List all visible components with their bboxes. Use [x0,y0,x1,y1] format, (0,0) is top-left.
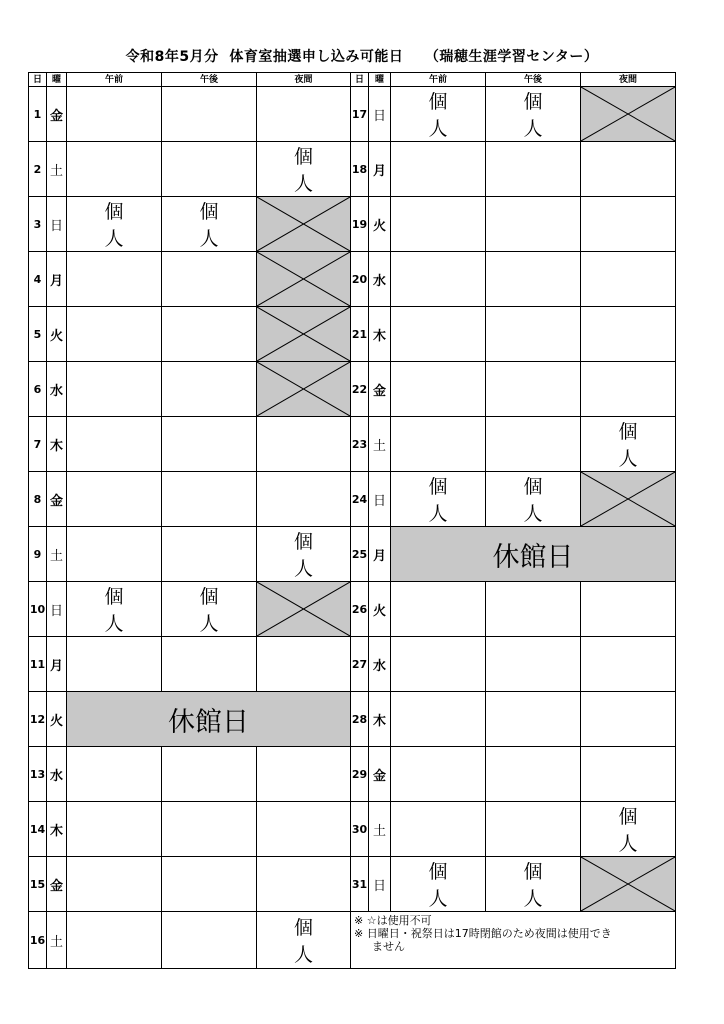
weekday: 木 [369,692,391,747]
day-number: 14 [29,802,47,857]
weekday: 金 [369,747,391,802]
empty-slot-cell [67,857,162,912]
unavailable-slot-cell [257,197,351,252]
table-row [29,142,676,197]
empty-slot-cell [391,417,486,472]
table-row [29,362,676,417]
empty-slot-cell [67,142,162,197]
cross-mark-icon [581,472,675,526]
note-line: ※ 日曜日・祝祭日は17時閉館のため夜間は使用でき [354,927,612,940]
empty-slot-cell [581,582,676,637]
empty-slot-cell [257,87,351,142]
page-title: 令和8年5月分 体育室抽選申し込み可能日 （瑞穂生涯学習センター） [125,49,599,65]
day-number: 2 [29,142,47,197]
notes-cell [351,912,676,969]
empty-slot-cell [257,747,351,802]
day-number: 20 [351,252,369,307]
empty-slot-cell [162,252,257,307]
empty-slot-cell [391,252,486,307]
empty-slot-cell [486,747,581,802]
empty-slot-cell [391,142,486,197]
header-afternoon-left: 午後 [162,73,257,87]
empty-slot-cell [162,912,257,969]
empty-slot-cell [67,307,162,362]
note-line: ません [372,940,405,953]
cross-mark-icon [581,857,675,911]
table-row [29,912,676,969]
empty-slot-cell [67,87,162,142]
empty-slot-cell [581,692,676,747]
empty-slot-cell [257,417,351,472]
day-number: 24 [351,472,369,527]
header-day-right: 日 [351,73,369,87]
weekday: 月 [369,527,391,582]
individual-slot-cell: 個 人 [391,472,486,527]
empty-slot-cell [257,472,351,527]
day-number: 12 [29,692,47,747]
empty-slot-cell [391,362,486,417]
empty-slot-cell [581,142,676,197]
weekday: 月 [369,142,391,197]
empty-slot-cell [67,527,162,582]
day-number: 8 [29,472,47,527]
unavailable-slot-cell [581,472,676,527]
empty-slot-cell [162,637,257,692]
header-night-left: 夜間 [257,73,351,87]
empty-slot-cell [162,87,257,142]
weekday: 金 [369,362,391,417]
weekday: 木 [47,802,67,857]
individual-slot-cell: 個 人 [67,197,162,252]
empty-slot-cell [257,802,351,857]
day-number: 3 [29,197,47,252]
cross-mark-icon [257,582,350,636]
day-number: 5 [29,307,47,362]
weekday: 月 [47,637,67,692]
individual-slot-cell: 個 人 [486,87,581,142]
weekday: 日 [369,87,391,142]
unavailable-slot-cell [581,857,676,912]
cross-mark-icon [257,197,350,251]
weekday: 土 [47,912,67,969]
empty-slot-cell [486,802,581,857]
day-number: 15 [29,857,47,912]
empty-slot-cell [486,582,581,637]
empty-slot-cell [257,637,351,692]
empty-slot-cell [162,802,257,857]
weekday: 土 [369,417,391,472]
empty-slot-cell [486,252,581,307]
empty-slot-cell [162,857,257,912]
day-number: 26 [351,582,369,637]
empty-slot-cell [391,692,486,747]
closed-day-cell: 休館日 [391,527,676,582]
weekday: 木 [369,307,391,362]
weekday: 水 [47,362,67,417]
empty-slot-cell [486,307,581,362]
day-number: 1 [29,87,47,142]
day-number: 25 [351,527,369,582]
weekday: 水 [47,747,67,802]
empty-slot-cell [486,417,581,472]
individual-slot-cell: 個 人 [391,857,486,912]
empty-slot-cell [67,637,162,692]
empty-slot-cell [581,637,676,692]
weekday: 金 [47,857,67,912]
empty-slot-cell [581,307,676,362]
table-row [29,417,676,472]
day-number: 29 [351,747,369,802]
individual-slot-cell: 個 人 [162,582,257,637]
schedule-table [28,72,676,969]
header-afternoon-right: 午後 [486,73,581,87]
empty-slot-cell [581,747,676,802]
unavailable-slot-cell [257,362,351,417]
unavailable-slot-cell [257,252,351,307]
day-number: 6 [29,362,47,417]
note-line: ※ ☆は使用不可 [354,914,432,927]
weekday: 火 [47,692,67,747]
empty-slot-cell [391,802,486,857]
table-row [29,472,676,527]
header-morning-right: 午前 [391,73,486,87]
empty-slot-cell [67,747,162,802]
table-row [29,197,676,252]
day-number: 4 [29,252,47,307]
unavailable-slot-cell [581,87,676,142]
weekday: 火 [369,197,391,252]
weekday: 土 [47,527,67,582]
weekday: 日 [47,582,67,637]
weekday: 金 [47,472,67,527]
day-number: 16 [29,912,47,969]
table-row [29,582,676,637]
day-number: 23 [351,417,369,472]
table-row [29,252,676,307]
table-row [29,692,676,747]
individual-slot-cell: 個 人 [581,802,676,857]
empty-slot-cell [67,472,162,527]
empty-slot-cell [581,197,676,252]
weekday: 火 [369,582,391,637]
header-night-right: 夜間 [581,73,676,87]
empty-slot-cell [257,857,351,912]
weekday: 金 [47,87,67,142]
day-number: 13 [29,747,47,802]
table-row [29,857,676,912]
individual-slot-cell: 個 人 [581,417,676,472]
header-day-left: 日 [29,73,47,87]
empty-slot-cell [67,362,162,417]
weekday: 月 [47,252,67,307]
individual-slot-cell: 個 人 [486,472,581,527]
table-row [29,747,676,802]
day-number: 7 [29,417,47,472]
unavailable-slot-cell [257,307,351,362]
closed-day-cell: 休館日 [67,692,351,747]
empty-slot-cell [67,252,162,307]
empty-slot-cell [391,197,486,252]
empty-slot-cell [162,417,257,472]
day-number: 30 [351,802,369,857]
cross-mark-icon [257,362,350,416]
table-row [29,87,676,142]
day-number: 11 [29,637,47,692]
cross-mark-icon [257,307,350,361]
header-weekday-right: 曜 [369,73,391,87]
empty-slot-cell [162,472,257,527]
table-row [29,307,676,362]
empty-slot-cell [486,142,581,197]
header-morning-left: 午前 [67,73,162,87]
day-number: 18 [351,142,369,197]
day-number: 28 [351,692,369,747]
individual-slot-cell: 個 人 [391,87,486,142]
empty-slot-cell [67,417,162,472]
individual-slot-cell: 個 人 [257,527,351,582]
day-number: 22 [351,362,369,417]
cross-mark-icon [581,87,675,141]
day-number: 31 [351,857,369,912]
individual-slot-cell: 個 人 [67,582,162,637]
unavailable-slot-cell [257,582,351,637]
schedule-body [29,87,676,969]
empty-slot-cell [486,362,581,417]
individual-slot-cell: 個 人 [257,912,351,969]
empty-slot-cell [162,362,257,417]
weekday: 木 [47,417,67,472]
empty-slot-cell [486,637,581,692]
empty-slot-cell [581,362,676,417]
weekday: 水 [369,252,391,307]
table-row [29,637,676,692]
cross-mark-icon [257,252,350,306]
weekday: 日 [369,857,391,912]
empty-slot-cell [162,527,257,582]
individual-slot-cell: 個 人 [257,142,351,197]
empty-slot-cell [391,747,486,802]
individual-slot-cell: 個 人 [162,197,257,252]
empty-slot-cell [162,747,257,802]
empty-slot-cell [391,307,486,362]
weekday: 土 [369,802,391,857]
weekday: 土 [47,142,67,197]
day-number: 17 [351,87,369,142]
day-number: 9 [29,527,47,582]
weekday: 日 [369,472,391,527]
weekday: 水 [369,637,391,692]
empty-slot-cell [581,252,676,307]
header-weekday-left: 曜 [47,73,67,87]
day-number: 10 [29,582,47,637]
day-number: 19 [351,197,369,252]
individual-slot-cell: 個 人 [486,857,581,912]
empty-slot-cell [391,637,486,692]
empty-slot-cell [162,307,257,362]
empty-slot-cell [486,692,581,747]
table-row [29,527,676,582]
empty-slot-cell [67,802,162,857]
empty-slot-cell [486,197,581,252]
table-row [29,802,676,857]
weekday: 日 [47,197,67,252]
day-number: 27 [351,637,369,692]
empty-slot-cell [67,912,162,969]
empty-slot-cell [391,582,486,637]
day-number: 21 [351,307,369,362]
header-row [29,73,676,87]
empty-slot-cell [162,142,257,197]
weekday: 火 [47,307,67,362]
